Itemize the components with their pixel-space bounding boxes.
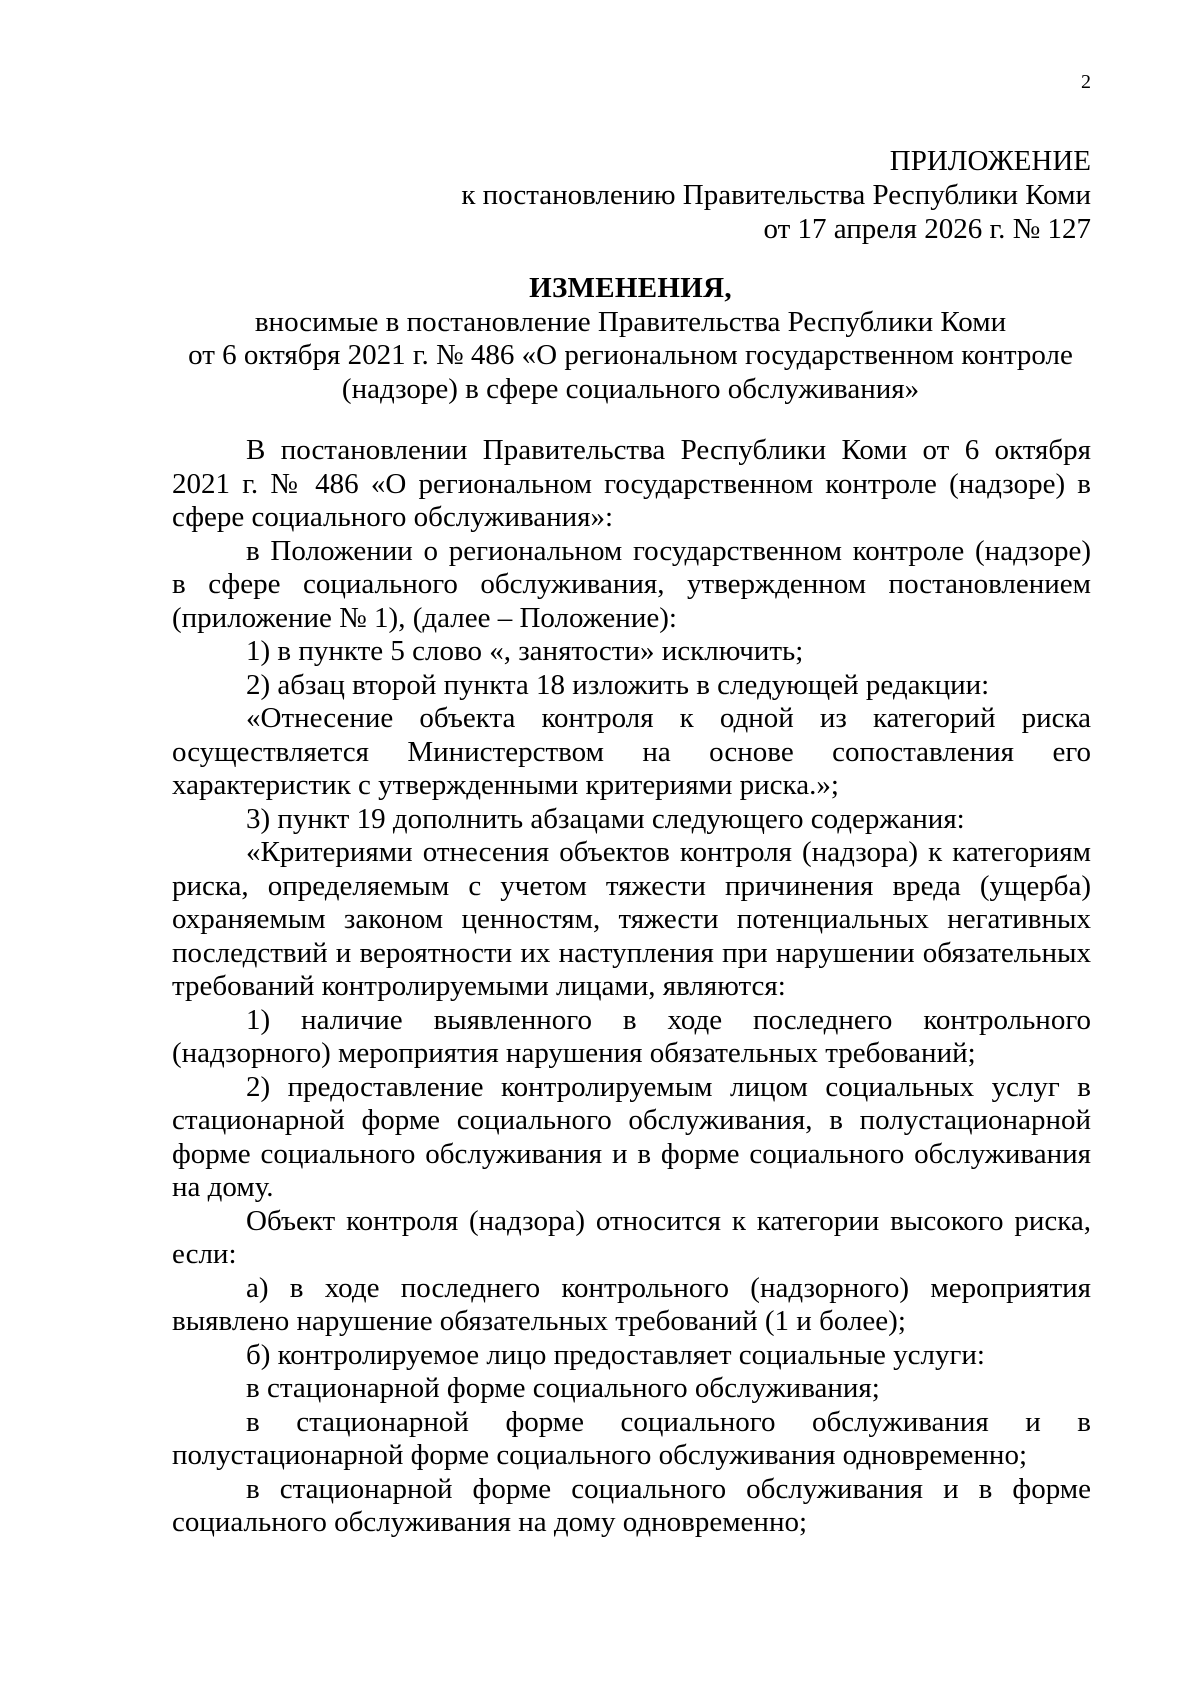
paragraph: «Критериями отнесения объектов контроля (надзора) к категориям риска, определяемым с учетом тяжести причинения вреда (ущерба) охраняемым законом ценностям, тяжести потенциальных негативных последствий и вероятности их наступления при нарушении обязательных требований контролируемыми лицами, являются: bbox=[172, 836, 1091, 1002]
paragraph: 3) пункт 19 дополнить абзацами следующего содержания: bbox=[246, 802, 965, 835]
paragraph: в стационарной форме социального обслуживания и в полустационарной форме социального обслуживания одновременно; bbox=[172, 1405, 1091, 1471]
paragraph: 2) абзац второй пункта 18 изложить в следующей редакции: bbox=[246, 668, 990, 701]
appendix-header bbox=[461, 144, 1091, 246]
heading-line-2: от 6 октября 2021 г. № 486 «О региональном государственном контроле bbox=[188, 339, 1073, 371]
paragraph: а) в ходе последнего контрольного (надзорного) мероприятия выявлено нарушение обязательных требований (1 и более); bbox=[172, 1271, 1091, 1337]
page-number: 2 bbox=[1081, 71, 1091, 93]
paragraph: в Положении о региональном государственном контроле (надзоре) в сфере социального обслуживания, утвержденном постановлением (приложение № 1), (далее – Положение): bbox=[172, 534, 1091, 634]
paragraph: в стационарной форме социального обслуживания; bbox=[246, 1372, 880, 1404]
heading-line-3: (надзоре) в сфере социального обслуживания» bbox=[341, 372, 920, 405]
heading-line-1: вносимые в постановление Правительства Республики Коми bbox=[254, 305, 1007, 338]
paragraph: 2) предоставление контролируемым лицом социальных услуг в стационарной форме социального обслуживания, в полустационарной форме социального обслуживания и в форме социального обслуживания на дому. bbox=[172, 1070, 1091, 1203]
paragraph: в стационарной форме социального обслуживания и в форме социального обслуживания на дому одновременно; bbox=[172, 1472, 1091, 1538]
paragraph: б) контролируемое лицо предоставляет социальные услуги: bbox=[246, 1338, 985, 1371]
document-body bbox=[172, 434, 1091, 1540]
paragraph: 1) наличие выявленного в ходе последнего контрольного (надзорного) мероприятия нарушения обязательных требований; bbox=[172, 1003, 1091, 1069]
appendix-resolution-line: к постановлению Правительства Республики Коми bbox=[461, 179, 1091, 211]
paragraph: «Отнесение объекта контроля к одной из категорий риска осуществляется Министерством на основе сопоставления его характеристик с утвержденными критериями риска.»; bbox=[172, 702, 1091, 801]
appendix-label: ПРИЛОЖЕНИЕ bbox=[889, 145, 1091, 177]
document-title: ИЗМЕНЕНИЯ, bbox=[529, 272, 732, 304]
paragraph: 1) в пункте 5 слово «, занятости» исключить; bbox=[246, 635, 804, 667]
paragraph: В постановлении Правительства Республики Коми от 6 октября 2021 г. № 486 «О региональном государственном контроле (надзоре) в сфере социального обслуживания»: bbox=[172, 434, 1091, 533]
document-heading bbox=[170, 272, 1091, 406]
paragraph: Объект контроля (надзора) относится к категории высокого риска, если: bbox=[172, 1204, 1091, 1270]
appendix-date-number: от 17 апреля 2026 г. № 127 bbox=[763, 213, 1091, 245]
